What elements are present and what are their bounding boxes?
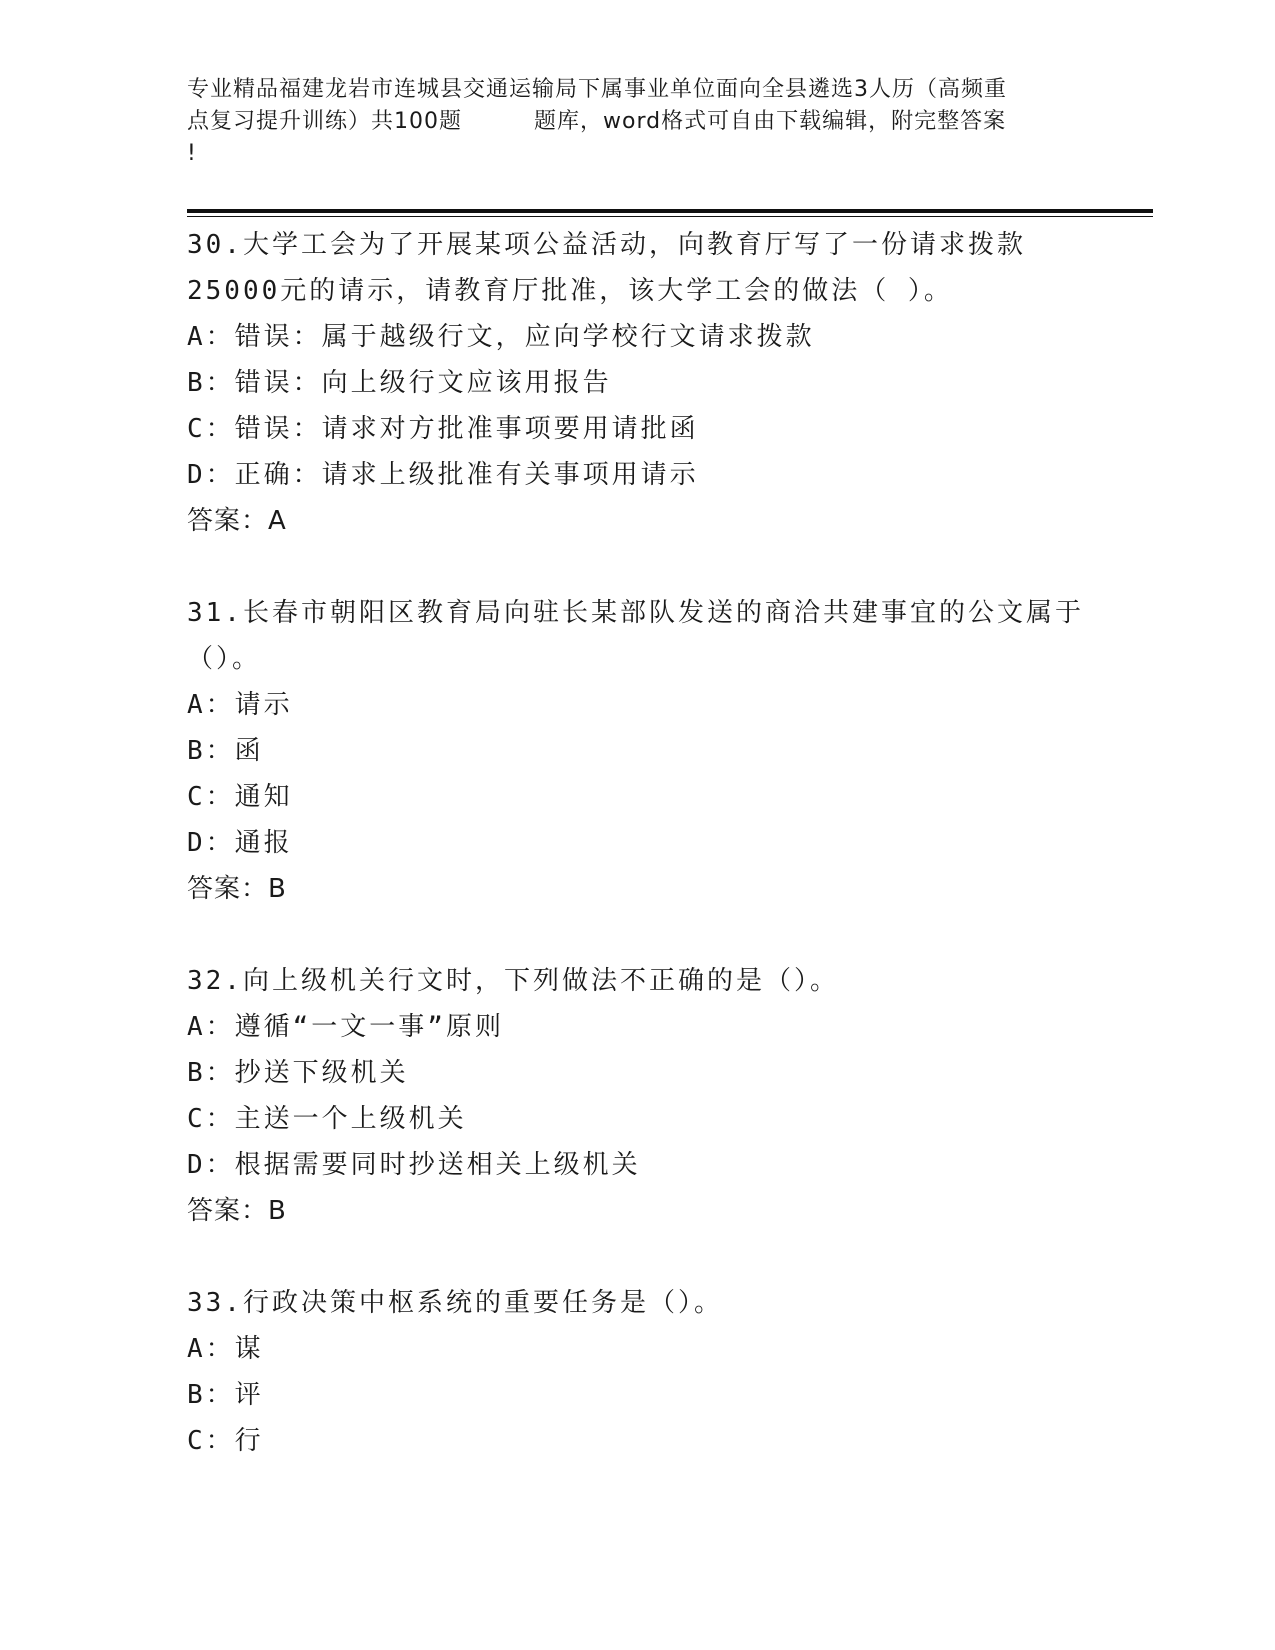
option-b: B：抄送下级机关 — [187, 1058, 409, 1088]
question-stem-line: 25000元的请示，请教育厅批准，该大学工会的做法（ ）。 — [187, 276, 953, 306]
header-line-2 — [187, 106, 1087, 138]
document-header — [187, 74, 1087, 170]
option-a: A：谋 — [187, 1334, 264, 1364]
answer: 答案：B — [187, 1196, 287, 1226]
question-stem-line: （）。 — [187, 644, 262, 674]
option-d: D：通报 — [187, 828, 293, 858]
header-line-2-part-b: 题库，word格式可自由下载编辑，附完整答案 — [534, 109, 1007, 134]
question-32 — [187, 958, 1147, 1234]
option-a: A：请示 — [187, 690, 293, 720]
answer: 答案：B — [187, 874, 287, 904]
question-stem-line: 33.行政决策中枢系统的重要任务是（）。 — [187, 1288, 723, 1318]
header-line-1: 专业精品福建龙岩市连城县交通运输局下属事业单位面向全县遴选3人历（高频重 — [187, 77, 1007, 102]
question-list — [187, 222, 1147, 1510]
option-c: C：错误：请求对方批准事项要用请批函 — [187, 414, 699, 444]
option-b: B：错误：向上级行文应该用报告 — [187, 368, 612, 398]
header-line-3: ! — [187, 141, 197, 166]
question-stem-line: 31.长春市朝阳区教育局向驻长某部队发送的商洽共建事宜的公文属于 — [187, 598, 1084, 628]
question-stem-line: 32.向上级机关行文时，下列做法不正确的是（）。 — [187, 966, 839, 996]
question-30 — [187, 222, 1147, 544]
header-divider-thin — [187, 216, 1153, 217]
option-b: B：评 — [187, 1380, 264, 1410]
answer: 答案：A — [187, 506, 287, 536]
header-line-2-part-a: 点复习提升训练）共100题 — [187, 109, 462, 134]
question-stem-line: 30.大学工会为了开展某项公益活动，向教育厅写了一份请求拨款 — [187, 230, 1026, 260]
option-c: C：行 — [187, 1426, 264, 1456]
option-a: A：遵循“一文一事”原则 — [187, 1012, 504, 1042]
option-c: C：通知 — [187, 782, 293, 812]
question-33 — [187, 1280, 1147, 1464]
option-d: D：正确：请求上级批准有关事项用请示 — [187, 460, 699, 490]
question-31 — [187, 590, 1147, 912]
option-d: D：根据需要同时抄送相关上级机关 — [187, 1150, 641, 1180]
header-divider-thick — [187, 209, 1153, 213]
option-a: A：错误：属于越级行文，应向学校行文请求拨款 — [187, 322, 815, 352]
option-c: C：主送一个上级机关 — [187, 1104, 467, 1134]
option-b: B：函 — [187, 736, 264, 766]
